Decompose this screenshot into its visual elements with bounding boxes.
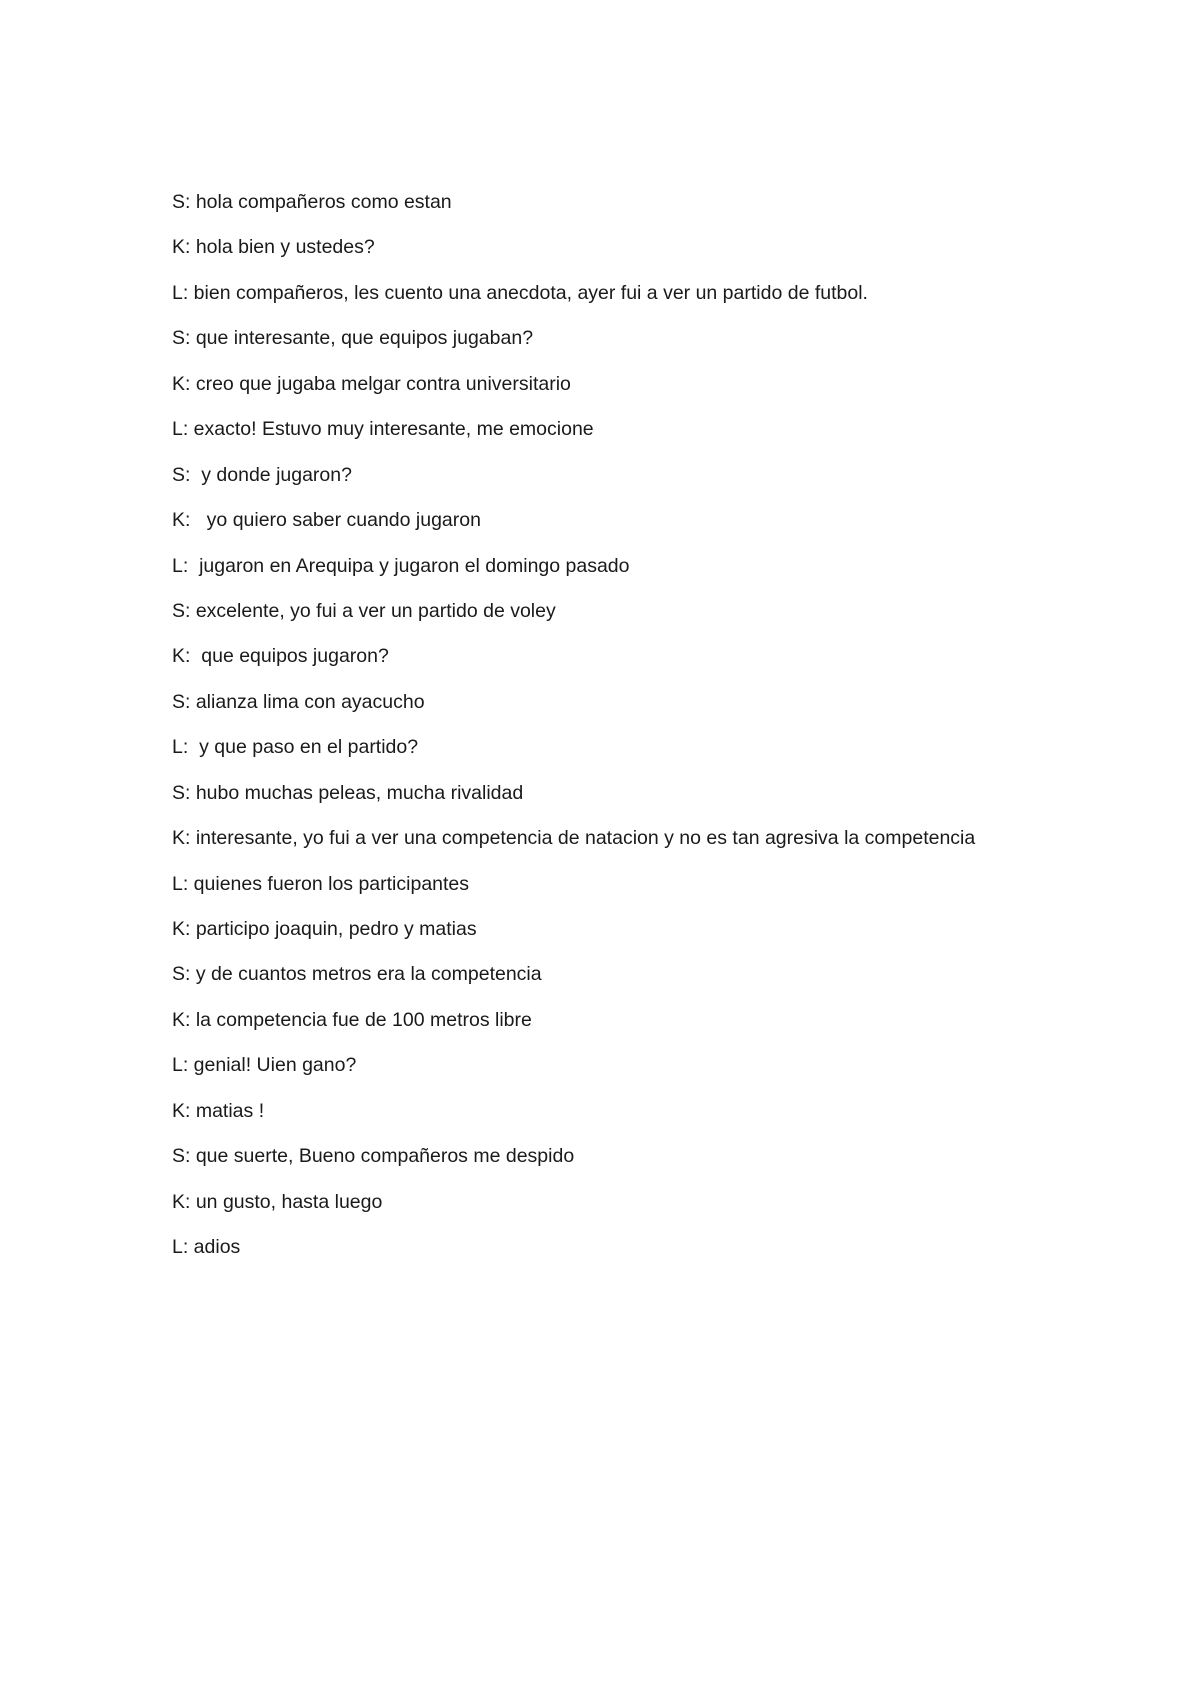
dialogue-line: K: que equipos jugaron? <box>172 645 389 668</box>
dialogue-line: K: la competencia fue de 100 metros libre <box>172 1008 532 1031</box>
dialogue-line: L: genial! Uien gano? <box>172 1054 357 1077</box>
dialogue-line: S: y de cuantos metros era la competencia <box>172 963 542 986</box>
dialogue-line: K: yo quiero saber cuando jugaron <box>172 509 481 532</box>
dialogue-line: L: jugaron en Arequipa y jugaron el domingo pasado <box>172 554 630 577</box>
dialogue-line: S: y donde jugaron? <box>172 463 352 486</box>
dialogue-line: L: bien compañeros, les cuento una anecdota, ayer fui a ver un partido de futbol. <box>172 281 868 304</box>
dialogue-line: L: exacto! Estuvo muy interesante, me emocione <box>172 418 594 441</box>
dialogue-line: L: y que paso en el partido? <box>172 736 419 759</box>
dialogue-line: S: alianza lima con ayacucho <box>172 690 425 713</box>
dialogue-line: K: interesante, yo fui a ver una competencia de natacion y no es tan agresiva la competencia <box>172 827 976 850</box>
dialogue-line: L: adios <box>172 1236 241 1259</box>
dialogue-line: K: hola bien y ustedes? <box>172 236 375 259</box>
dialogue-line: K: un gusto, hasta luego <box>172 1190 383 1213</box>
dialogue-transcript <box>172 189 1132 1280</box>
dialogue-line: K: participo joaquin, pedro y matias <box>172 918 477 940</box>
dialogue-line: K: matias ! <box>172 1099 265 1122</box>
dialogue-line: K: creo que jugaba melgar contra universitario <box>172 372 571 395</box>
dialogue-line: S: excelente, yo fui a ver un partido de voley <box>172 599 556 622</box>
dialogue-line: L: quienes fueron los participantes <box>172 872 470 895</box>
dialogue-line: S: hubo muchas peleas, mucha rivalidad <box>172 781 524 804</box>
dialogue-line: S: que interesante, que equipos jugaban? <box>172 327 534 350</box>
dialogue-line: S: hola compañeros como estan <box>172 191 452 213</box>
dialogue-line: S: que suerte, Bueno compañeros me despido <box>172 1145 575 1168</box>
